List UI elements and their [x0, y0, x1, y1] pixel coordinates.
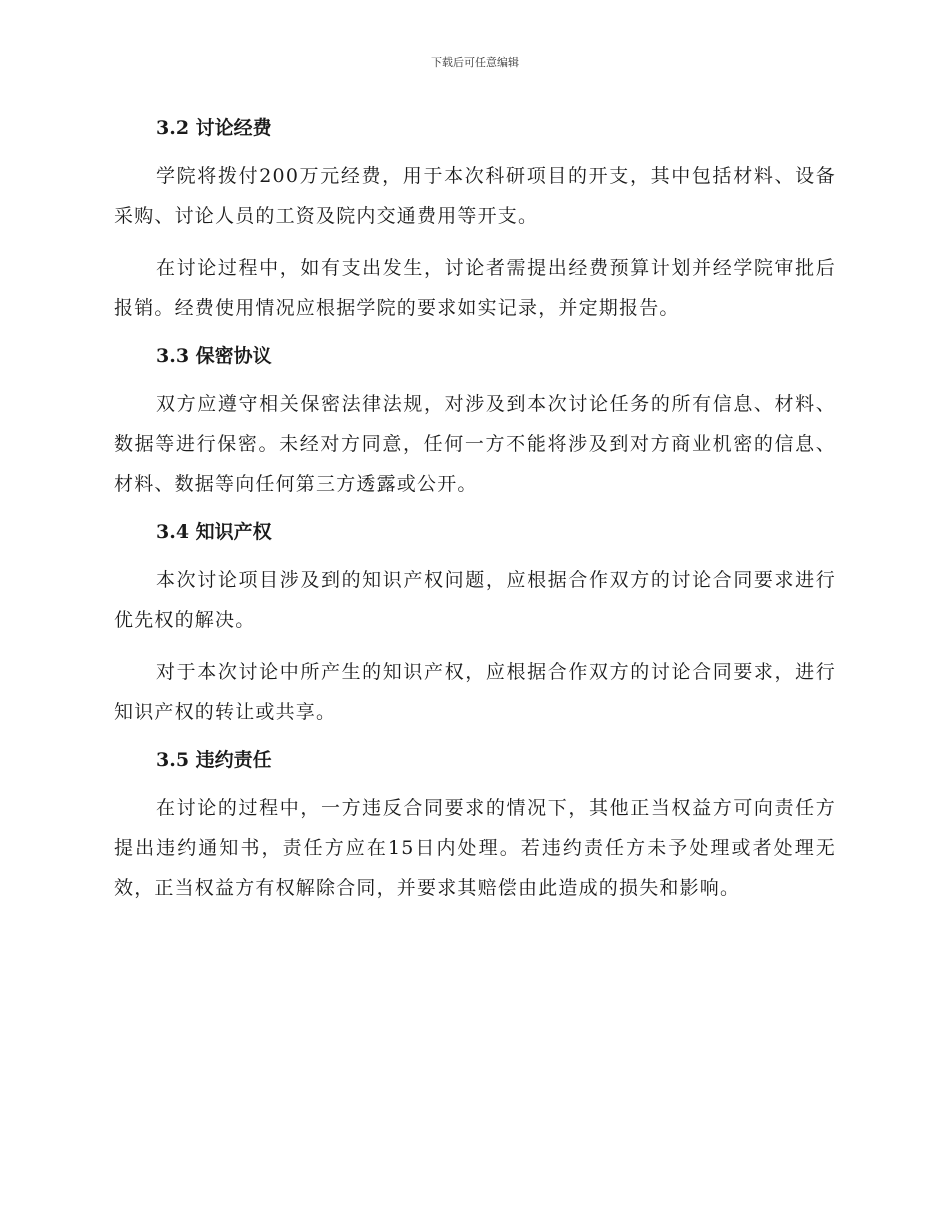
- section-intellectual-property: [114, 516, 836, 732]
- section-funding: [114, 112, 836, 328]
- paragraph: 对于本次讨论中所产生的知识产权，应根据合作双方的讨论合同要求，进行知识产权的转让或共享。: [114, 661, 836, 723]
- page-header: 下载后可任意编辑: [431, 56, 519, 69]
- section-title: 3.3 保密协议: [156, 345, 272, 367]
- section-confidentiality: [114, 340, 836, 504]
- paragraph: 本次讨论项目涉及到的知识产权问题，应根据合作双方的讨论合同要求进行优先权的解决。: [114, 569, 836, 631]
- section-breach-liability: [114, 744, 836, 908]
- section-title: 3.4 知识产权: [156, 521, 272, 543]
- paragraph: 学院将拨付200万元经费，用于本次科研项目的开支，其中包括材料、设备采购、讨论人员的工资及院内交通费用等开支。: [114, 165, 836, 227]
- paragraph: 在讨论的过程中，一方违反合同要求的情况下，其他正当权益方可向责任方提出违约通知书，责任方应在15日内处理。若违约责任方未予处理或者处理无效，正当权益方有权解除合同，并要求其赔偿由此造成的损失和影响。: [114, 797, 836, 899]
- paragraph: 在讨论过程中，如有支出发生，讨论者需提出经费预算计划并经学院审批后报销。经费使用情况应根据学院的要求如实记录，并定期报告。: [114, 257, 836, 319]
- section-title: 3.5 违约责任: [156, 749, 272, 771]
- paragraph: 双方应遵守相关保密法律法规，对涉及到本次讨论任务的所有信息、材料、数据等进行保密。未经对方同意，任何一方不能将涉及到对方商业机密的信息、材料、数据等向任何第三方透露或公开。: [114, 393, 836, 495]
- section-title: 3.2 讨论经费: [156, 117, 272, 139]
- document-body: [114, 112, 836, 908]
